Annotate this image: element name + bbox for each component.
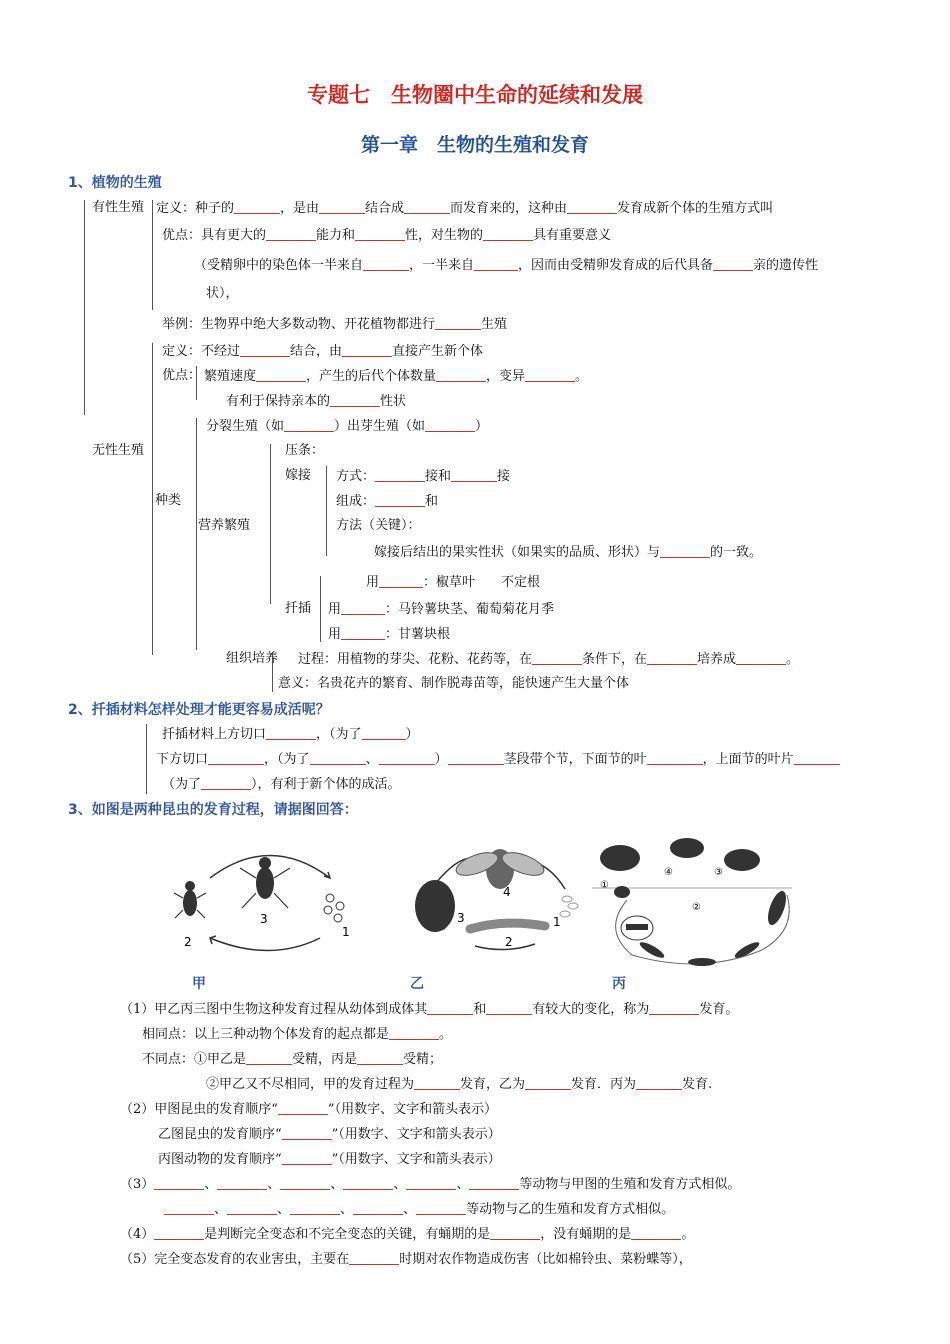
tissue-process: 过程：用植物的芽尖、花粉、花药等，在 条件下，在 培养成 。 [298, 652, 800, 667]
asexual-definition: 定义：不经过 结合，由 直接产生新个体 [162, 344, 484, 359]
q1-same: 相同点：以上三种动物个体发育的起点都是 。 [142, 1027, 453, 1042]
q4: （4） 是判断完全变态和不完全变态的关键，有蛹期的是 ，没有蛹期的是 。 [120, 1227, 695, 1242]
figure-jia [170, 838, 370, 958]
kinds-label: 种类 [155, 493, 182, 508]
graft-label: 嫁接 [285, 468, 312, 483]
jia-num-3: 3 [260, 912, 268, 926]
sexual-label: 有性生殖 [92, 200, 145, 215]
bing-num-1: ① [600, 880, 609, 891]
bing-num-3: ③ [714, 867, 723, 878]
q2: （2）甲图昆虫的发育顺序“ ”（用数字、文字和箭头表示） [120, 1102, 498, 1117]
graft-method: 方式： 接和 接 [336, 469, 511, 484]
cutting-1: 用 ：椒草叶 不定根 [366, 575, 541, 590]
bing-num-2: ② [692, 902, 701, 913]
kinds-brace [196, 418, 197, 650]
sexual-example: 举例：生物界中绝大多数动物、开花植物都进行 生殖 [162, 317, 508, 332]
section-3-heading: 3、如图是两种昆虫的发育过程，请据图回答： [68, 802, 358, 818]
q1-diff-2: ②甲乙又不尽相同，甲的发育过程为 发育，乙为 发育．丙为 发育. [206, 1077, 713, 1092]
outer-brace [84, 200, 85, 415]
asexual-brace [152, 343, 153, 655]
tissue-label: 组织培养 [226, 651, 279, 666]
veg-brace [270, 444, 271, 604]
s2-brace [146, 724, 147, 794]
layering: 压条： [285, 443, 325, 458]
cutting-2: 用 ：马铃薯块茎、葡萄菊花月季 [328, 602, 555, 617]
figure-yi [405, 834, 590, 964]
cutting-label: 扦插 [285, 601, 312, 616]
yi-num-2: 2 [505, 935, 513, 949]
graft-composition: 组成： 和 [336, 494, 439, 509]
label-bing: 丙 [612, 976, 626, 992]
yi-num-3: 3 [457, 911, 465, 925]
figure-bing [592, 830, 807, 970]
q3-second: 、 、 、 、 等动物与乙的生殖和发育方式相似。 [164, 1200, 674, 1219]
q2-bing: 丙图动物的发育顺序“ ”（用数字、文字和箭头表示） [158, 1152, 501, 1167]
q2-yi: 乙图昆虫的发育顺序“ ”（用数字、文字和箭头表示） [158, 1127, 501, 1142]
tissue-meaning: 意义：名贵花卉的繁育、制作脱毒苗等，能快速产生大量个体 [278, 676, 630, 691]
section-2-heading: 2、扦插材料怎样处理才能更容易成活呢？ [68, 702, 330, 718]
jia-num-2: 2 [184, 935, 192, 949]
graft-key: 方法（关键）： [336, 518, 421, 533]
q3: （3） 、 、 、 、 、 等动物与甲图的生殖和发育方式相似。 [120, 1177, 741, 1192]
main-title: 专题七 生物圈中生命的延续和发展 [307, 83, 643, 107]
label-jia: 甲 [192, 976, 206, 992]
sexual-note: （受精卵中的染色体一半来自 ，一半来自 ，因而由受精卵发育成的后代具备 亲的遗传性 [194, 258, 819, 273]
cutting-brace [320, 576, 321, 642]
s2-line-3: （为了 ），有利于新个体的成活。 [162, 777, 401, 792]
sexual-note-end: 状）， [206, 286, 239, 301]
q5: （5）完全变态发育的农业害虫，主要在 时期对农作物造成伤害（比如棉铃虫、菜粉蝶等）， [120, 1252, 692, 1267]
asexual-label: 无性生殖 [92, 443, 145, 458]
cutting-3: 用 ：甘薯块根 [328, 627, 451, 642]
s2-line-1: 扦插材料上方切口 ，（为了 ） [162, 727, 419, 742]
fission-budding: 分裂生殖（如 ）出芽生殖（如 ） [206, 419, 489, 434]
sexual-brace [152, 200, 153, 310]
yi-num-4: 4 [503, 885, 511, 899]
vegetative-label: 营养繁殖 [198, 518, 251, 533]
sexual-advantage: 优点：具有更大的 能力和 性，对生物的 具有重要意义 [162, 228, 612, 243]
label-yi: 乙 [410, 976, 424, 992]
s2-line-2: 下方切口 ，（为了 、 ） 茎段带个节，下面节的叶 ，上面节的叶片 [156, 750, 840, 769]
q1-diff: 不同点：①甲乙是 受精，丙是 受精； [142, 1052, 443, 1067]
q1: （1）甲乙丙三图中生物这种发育过程从幼体到成体其 和 有较大的变化，称为 发育。 [120, 1002, 739, 1017]
sexual-definition: 定义：种子的 ，是由 结合成 而发育来的，这种由 发育成新个体的生殖方式叫 [156, 201, 774, 216]
graft-result: 嫁接后结出的果实性状（如果实的品质、形状）与 的一致。 [374, 545, 763, 560]
bing-num-4: ④ [664, 867, 673, 878]
asexual-advantage-label: 优点： [162, 368, 202, 383]
chapter-title: 第一章 生物的生殖和发育 [360, 134, 589, 156]
yi-num-1: 1 [553, 915, 561, 929]
graft-brace [326, 466, 327, 556]
section-1-heading: 1、植物的生殖 [68, 175, 162, 191]
jia-num-1: 1 [342, 925, 350, 939]
asexual-advantage-2: 有利于保持亲本的 性状 [226, 394, 407, 409]
asexual-advantage: 繁殖速度 ，产生的后代个体数量 ，变异 。 [204, 369, 589, 384]
